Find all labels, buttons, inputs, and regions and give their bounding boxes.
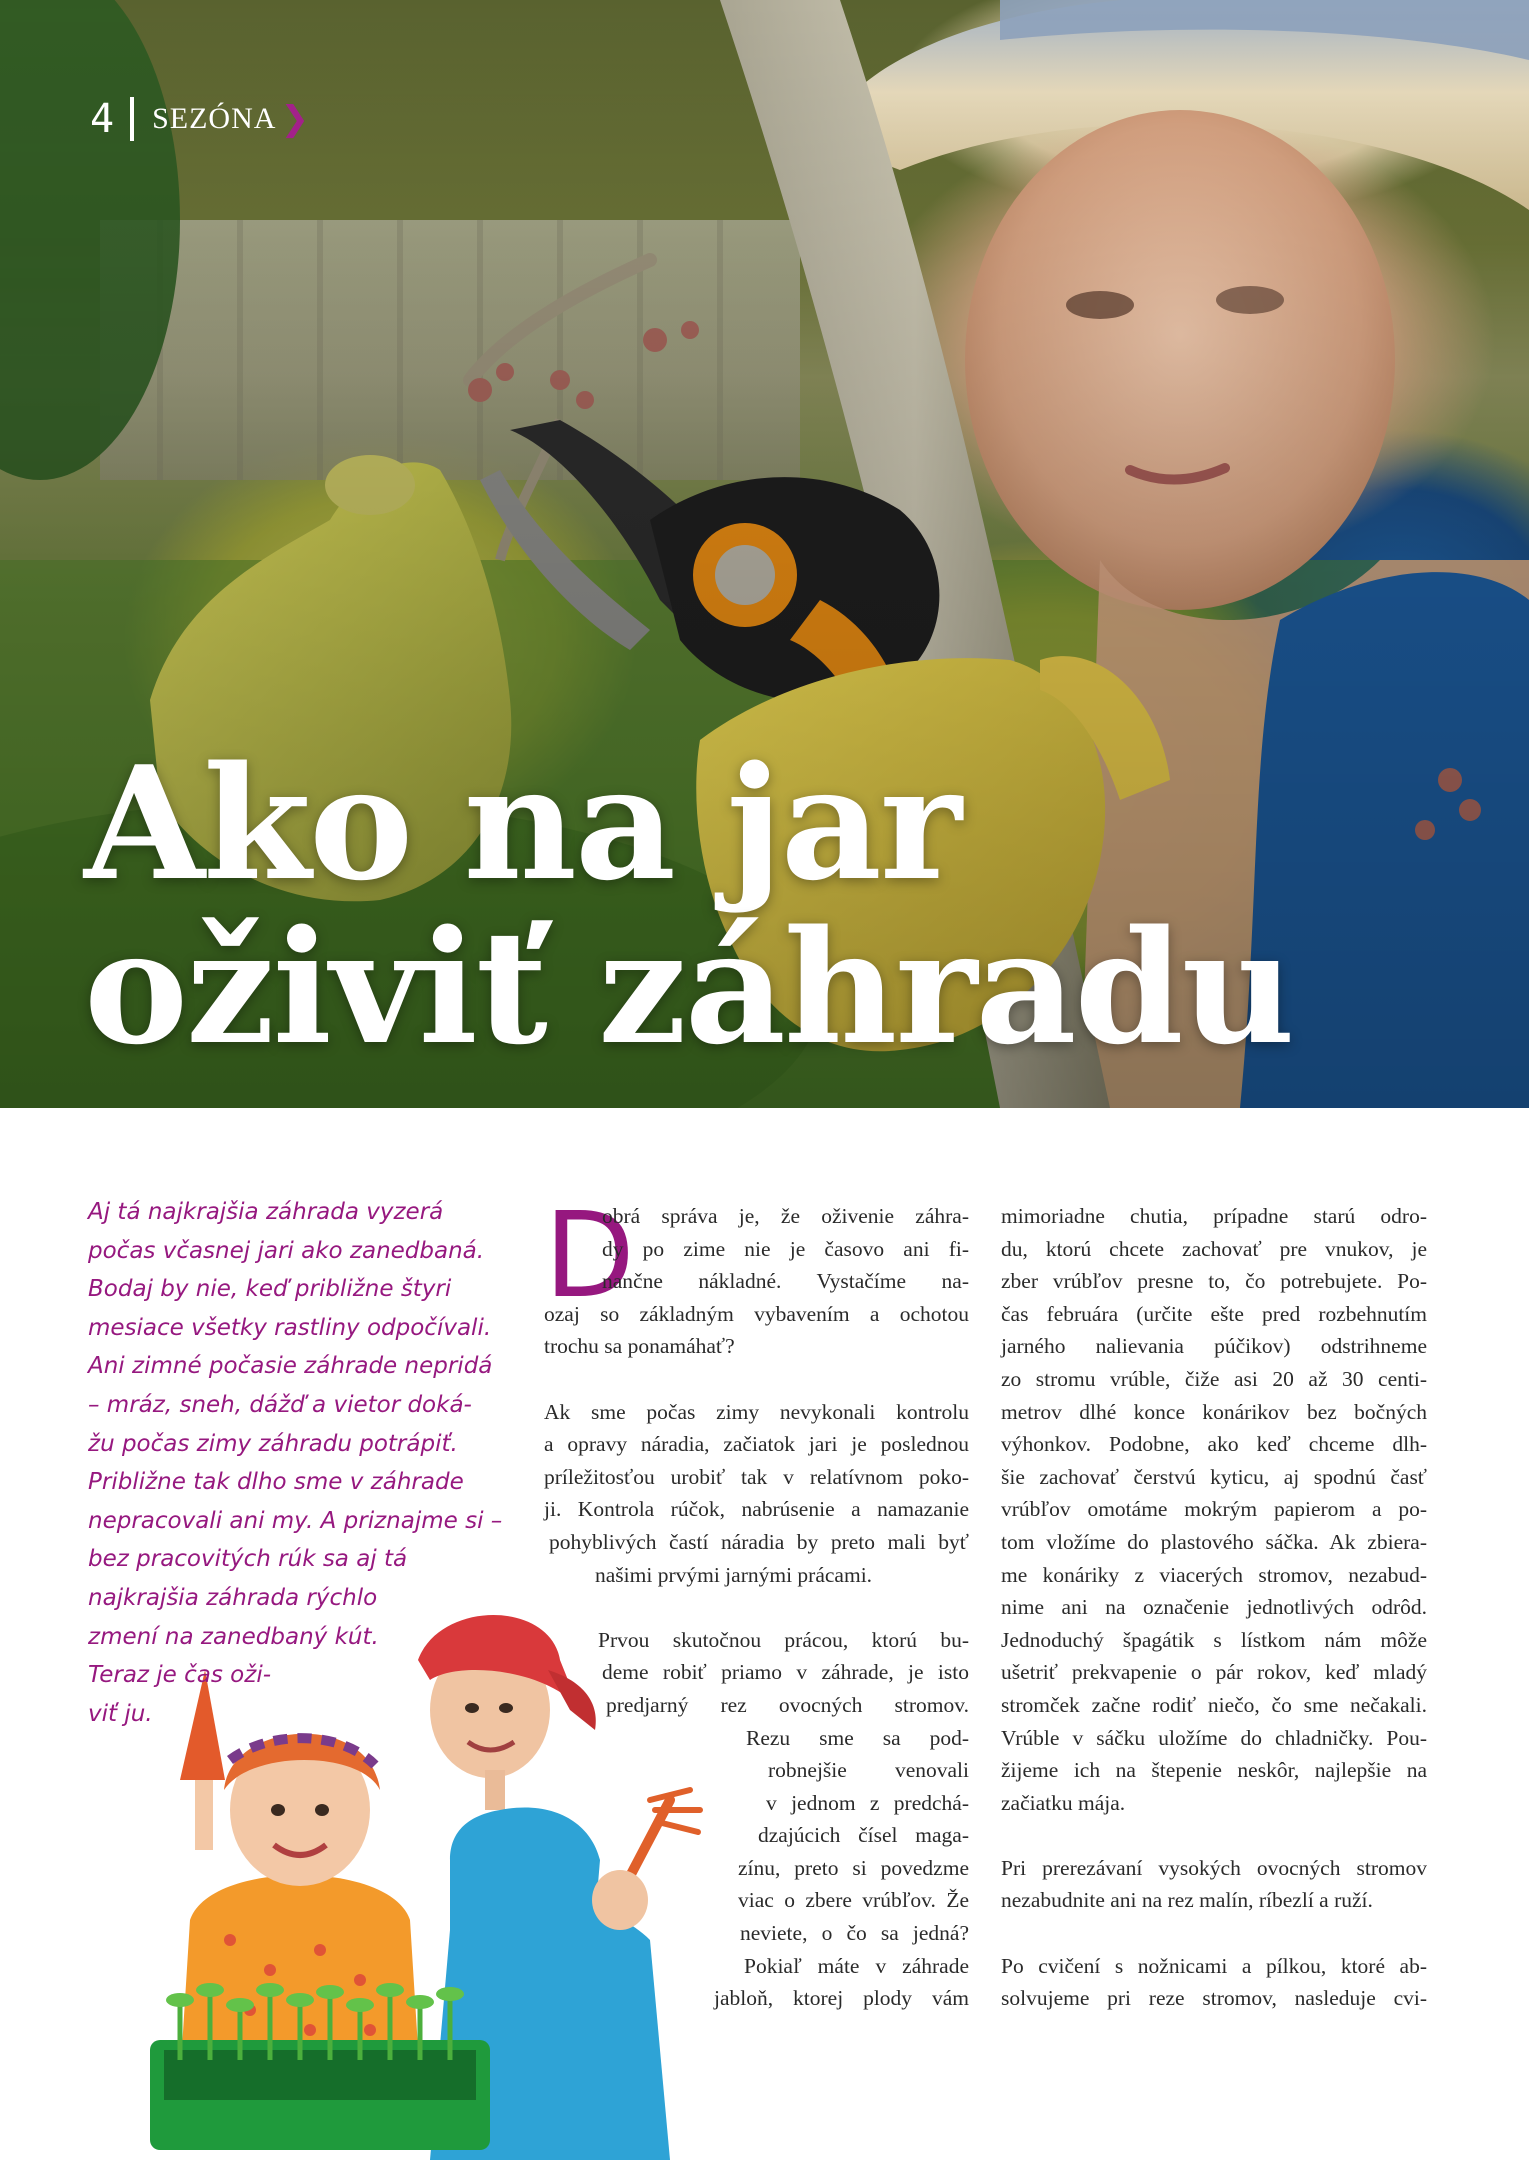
body-line: mimoriadne chutia, prípadne starú odro- [1001,1204,1427,1228]
lead-line: Približne tak dlho sme v záhrade [88,1469,464,1496]
body-line: Rezu sme sa pod- [746,1725,969,1750]
paragraph-gap [544,1363,969,1396]
section-label: SEZÓNA [152,102,277,135]
page-number: 4 [90,96,115,142]
paragraph-gap [1001,1819,1427,1852]
lead-line: viť ju. [88,1700,153,1727]
body-line: trochu sa ponamáhať? [544,1334,735,1359]
lead-line: Bodaj by nie, keď približne štyri [88,1276,452,1303]
body-line: robnejšie venovali [768,1758,969,1783]
body-line: príležitosťou urobiť tak v relatívnom poko- [544,1464,969,1489]
lead-line: počas včasnej jari ako zanedbaná. [88,1237,485,1264]
body-line: čas februára (určite ešte pred rozbehnutím [1001,1301,1427,1326]
body-line: ušetriť prekvapenie o pár rokov, keď mladý [1001,1660,1427,1685]
body-column-3 [1001,1200,1427,2015]
body-line: Pokiaľ máte v záhrade [744,1953,969,1978]
body-line: obrá správa je, že oživenie záhra- [602,1204,969,1228]
body-line: solvujeme pri reze stromov, nasleduje cvi- [1001,1986,1427,2011]
body-line: metrov dlhé konce konárikov bez bočných [1001,1399,1427,1424]
body-line: viac o zbere vrúbľov. Že [738,1888,969,1913]
headline-line-2: oživiť záhradu [84,896,1294,1079]
lead-line: – mráz, sneh, dážď a vietor doká- [88,1391,472,1418]
lead-line: Aj tá najkrajšia záhrada vyzerá [88,1199,444,1225]
body-line: Jednoduchý špagátik s lístkom nám môže [1001,1627,1427,1652]
article-headline [84,732,1384,1079]
body-line: Vrúble v sáčku uložíme do chladničky. Pou- [1001,1725,1427,1750]
lead-line: mesiace všetky rastliny odpočívali. [88,1314,492,1341]
body-line: žijeme ich na štepenie neskôr, najlepšie na [1001,1758,1427,1783]
body-line: a opravy náradia, začiatok jari je poslednou [544,1432,969,1457]
page-header [90,96,309,142]
body-line: šie zachovať čerstvú kyticu, aj spodnú časť [1001,1464,1427,1489]
paragraph-gap [1001,1917,1427,1950]
body-line: jabloň, ktorej plody vám [714,1986,969,2011]
body-line: jarného nalievania púčikov) odstrihneme [1001,1334,1427,1359]
body-line: Prvou skutočnou prácou, ktorú bu- [598,1627,969,1652]
body-line: nime ani na označenie jednotlivých odrôd. [1001,1595,1427,1620]
headline-line-1: Ako na jar [84,732,961,915]
body-line: našimi prvými jarnými prácami. [595,1562,873,1587]
drop-cap: D [544,1186,635,1324]
body-line: du, ktorú chcete zachovať pre vnukov, je [1001,1236,1427,1261]
lead-line: Teraz je čas oži- [88,1662,272,1689]
body-line: zber vrúbľov presne to, čo potrebujete. Po- [1001,1269,1427,1294]
body-line: pohyblivých častí náradia by preto mali byť [549,1529,969,1554]
body-line: deme robiť priamo v záhrade, je isto [602,1660,969,1685]
body-line: nančne nákladné. Vystačíme na- [602,1269,969,1294]
lead-line: nepracovali ani my. A priznajme si – [88,1507,503,1534]
body-line: dzajúcich čísel maga- [758,1823,969,1848]
chevron-right-icon: ❯ [280,99,309,139]
body-line: Po cvičení s nožnicami a pílkou, ktoré ab- [1001,1953,1427,1978]
lead-line: bez pracovitých rúk sa aj tá [88,1546,408,1573]
body-line: stromček začne rodiť niečo, čo sme nečakali. [1001,1692,1427,1717]
lead-line: Ani zimné počasie záhrade nepridá [88,1353,493,1380]
body-line: nezabudnite ani na rez malín, ríbezlí a ruží. [1001,1888,1373,1913]
body-line: začiatku mája. [1001,1790,1126,1815]
body-line: zo stromu vrúble, čiže asi 20 až 30 centi- [1001,1366,1427,1391]
header-divider [130,97,134,141]
body-line: ozaj so základným vybavením a ochotou [544,1301,969,1326]
body-line: zínu, preto si povedzme [738,1855,969,1880]
lead-line: žu počas zimy záhradu potrápiť. [88,1430,458,1457]
body-line: me konáriky z viacerých stromov, nezabud- [1001,1562,1427,1587]
body-line: výhonkov. Podobne, ako keď chceme dlh- [1001,1432,1427,1457]
lead-line: zmení na zanedbaný kút. [88,1623,379,1650]
body-line: neviete, o čo sa jedná? [740,1921,969,1946]
body-line: predjarný rez ovocných stromov. [606,1692,969,1717]
body-line: tom vložíme do plastového sáčka. Ak zbiera- [1001,1529,1427,1554]
body-line: Pri prerezávaní vysokých ovocných stromov [1001,1855,1427,1880]
lead-line: najkrajšia záhrada rýchlo [88,1584,378,1611]
body-line: ji. Kontrola rúčok, nabrúsenie a namazanie [544,1497,969,1522]
body-line: Ak sme počas zimy nevykonali kontrolu [544,1399,969,1424]
body-line: dy po zime nie je časovo ani fi- [602,1236,969,1261]
body-line: v jednom z predchá- [766,1790,969,1815]
lead-paragraph [88,1193,528,1733]
body-line: vrúbľov omotáme mokrým papierom a po- [1001,1497,1427,1522]
